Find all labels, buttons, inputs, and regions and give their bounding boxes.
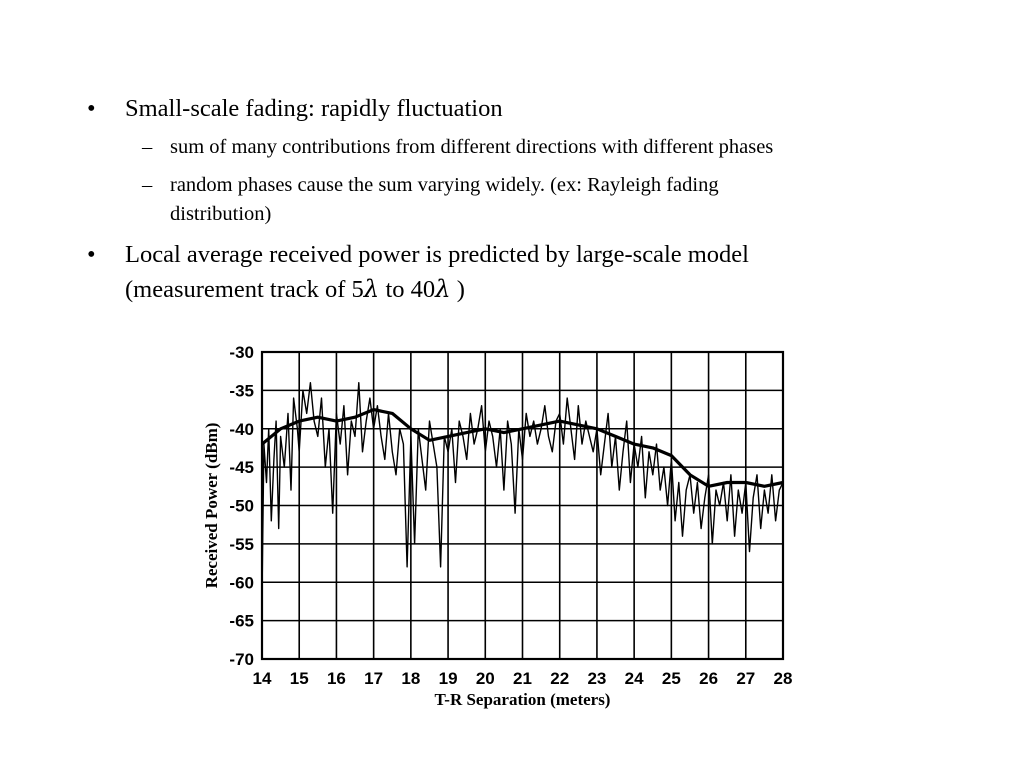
x-tick-label: 19 xyxy=(438,669,458,688)
bullet-marker: • xyxy=(87,95,96,122)
subbullet-sum-contributions xyxy=(142,133,950,162)
y-tick-label: -45 xyxy=(229,458,254,478)
subbullet-random-phases xyxy=(142,171,950,229)
bullet-marker: • xyxy=(87,241,96,268)
x-tick-label: 20 xyxy=(475,669,495,688)
x-tick-label: 14 xyxy=(252,669,272,688)
x-tick-label: 16 xyxy=(326,669,346,688)
y-axis-label: Received Power (dBm) xyxy=(202,422,221,589)
x-tick-label: 18 xyxy=(401,669,421,688)
bullet-text: Small-scale fading: rapidly fluctuation xyxy=(125,95,503,122)
subbullet-text-line1: random phases cause the sum varying widely. (ex: Rayleigh fading xyxy=(170,174,719,196)
x-tick-label: 23 xyxy=(587,669,607,688)
x-tick-label: 21 xyxy=(513,669,532,688)
bullet-text-line2-end: ) xyxy=(450,276,465,303)
x-tick-label: 27 xyxy=(736,669,756,688)
y-tick-label: -40 xyxy=(229,419,254,439)
lambda-symbol: λ xyxy=(435,274,451,303)
x-tick-label: 24 xyxy=(624,669,644,688)
x-axis-label: T-R Separation (meters) xyxy=(434,690,611,709)
bullet-text-line2-start: (measurement track of 5 xyxy=(125,276,364,303)
y-tick-label: -30 xyxy=(229,343,254,362)
x-tick-label: 28 xyxy=(773,669,793,688)
bullet-text-line1: Local average received power is predicted by large-scale model xyxy=(125,241,749,268)
bullet-local-average-power xyxy=(87,238,905,307)
x-tick-label: 22 xyxy=(550,669,570,688)
y-tick-label: -65 xyxy=(229,611,254,631)
y-tick-label: -35 xyxy=(229,381,254,401)
x-tick-label: 15 xyxy=(289,669,309,688)
lambda-symbol: λ xyxy=(363,274,380,303)
subbullet-text: sum of many contributions from different directions with different phases xyxy=(170,136,774,158)
bullet-text-line2-mid: to 40 xyxy=(379,276,436,303)
chart-canvas xyxy=(195,335,805,720)
subbullet-text-line2: distribution) xyxy=(170,203,272,225)
subbullet-marker: – xyxy=(142,174,153,196)
y-tick-label: -55 xyxy=(229,534,254,554)
chart-svg xyxy=(195,335,805,720)
x-tick-label: 25 xyxy=(661,669,681,688)
subbullet-marker: – xyxy=(142,136,153,158)
bullet-small-scale-fading xyxy=(87,92,905,126)
y-tick-label: -50 xyxy=(229,496,254,516)
y-tick-label: -60 xyxy=(229,573,254,593)
x-tick-label: 26 xyxy=(699,669,719,688)
received-power-chart xyxy=(195,335,805,720)
x-tick-label: 17 xyxy=(364,669,384,688)
y-tick-label: -70 xyxy=(229,650,254,669)
